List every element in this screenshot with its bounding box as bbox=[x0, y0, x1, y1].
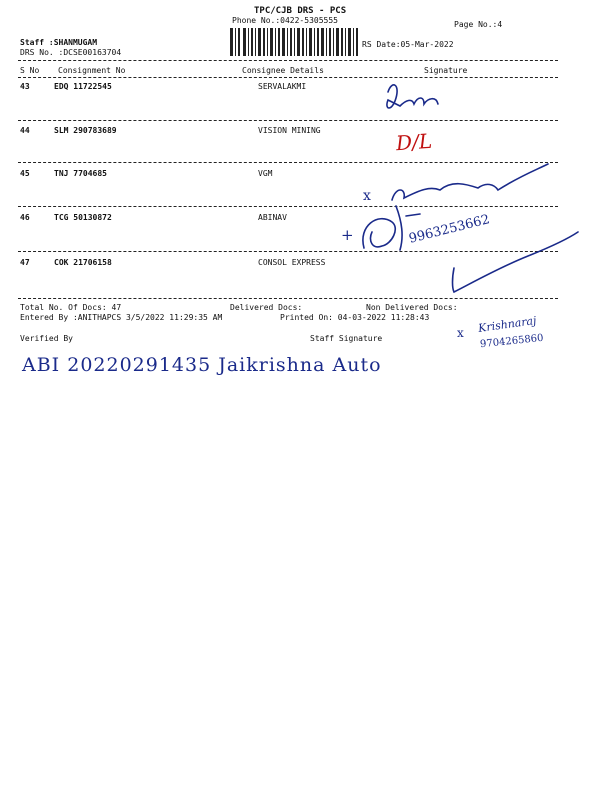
drs-number: DRS No. :DCSE00163704 bbox=[20, 48, 122, 57]
row-sno: 47 bbox=[20, 258, 30, 267]
handwritten-entry-line: ABI 20220291435 Jaikrishna Auto bbox=[22, 354, 382, 376]
row-sno: 44 bbox=[20, 126, 30, 135]
row-consignee: VISION MINING bbox=[258, 126, 321, 135]
row-sno: 45 bbox=[20, 169, 30, 178]
plus-mark-row46: + bbox=[341, 226, 354, 244]
delivery-note: D/L bbox=[395, 128, 433, 156]
report-title: TPC/CJB DRS - PCS bbox=[254, 6, 347, 16]
row-consignee: SERVALAKMI bbox=[258, 82, 307, 91]
col-header-consignment: Consignment No bbox=[58, 66, 126, 75]
col-header-signature: Signature bbox=[424, 66, 468, 75]
rs-date: RS Date:05-Mar-2022 bbox=[362, 40, 454, 49]
printed-on: Printed On: 04-03-2022 11:28:43 bbox=[280, 313, 430, 322]
cross-mark-side: x bbox=[457, 326, 464, 340]
row-consignment: EDQ 11722545 bbox=[54, 82, 112, 91]
phone-number: Phone No.:0422-5305555 bbox=[232, 16, 338, 25]
signature-row45 bbox=[392, 164, 548, 200]
staff-name: Staff :SHANMUGAM bbox=[20, 38, 98, 47]
entered-by: Entered By :ANITHAPCS 3/5/2022 11:29:35 AM bbox=[20, 313, 223, 322]
row-consignee: VGM bbox=[258, 169, 273, 178]
page-number: Page No.:4 bbox=[454, 20, 503, 29]
side-receiver-name: Krishnaraj bbox=[477, 313, 538, 336]
delivered-docs: Delivered Docs: bbox=[230, 303, 303, 312]
row-consignee: CONSOL EXPRESS bbox=[258, 258, 326, 267]
cross-mark-row45: x bbox=[363, 188, 371, 204]
row-consignment: TCG 50130872 bbox=[54, 213, 112, 222]
row-consignment: TNJ 7704685 bbox=[54, 169, 107, 178]
col-header-consignee: Consignee Details bbox=[242, 66, 324, 75]
receiver-phone: 9963253662 bbox=[407, 212, 492, 247]
row-consignment: COK 21706158 bbox=[54, 258, 112, 267]
signature-row47-tick bbox=[453, 232, 579, 292]
row-consignment: SLM 290783689 bbox=[54, 126, 117, 135]
row-consignee: ABINAV bbox=[258, 213, 287, 222]
total-docs: Total No. Of Docs: 47 bbox=[20, 303, 122, 312]
verified-by-label: Verified By bbox=[20, 334, 73, 343]
non-delivered-docs: Non Delivered Docs: bbox=[366, 303, 458, 312]
staff-signature-label: Staff Signature bbox=[310, 334, 383, 343]
side-receiver-phone: 9704265860 bbox=[479, 332, 545, 351]
row-sno: 43 bbox=[20, 82, 30, 91]
col-header-sno: S No bbox=[20, 66, 40, 75]
row-sno: 46 bbox=[20, 213, 30, 222]
signature-row43 bbox=[387, 85, 438, 108]
